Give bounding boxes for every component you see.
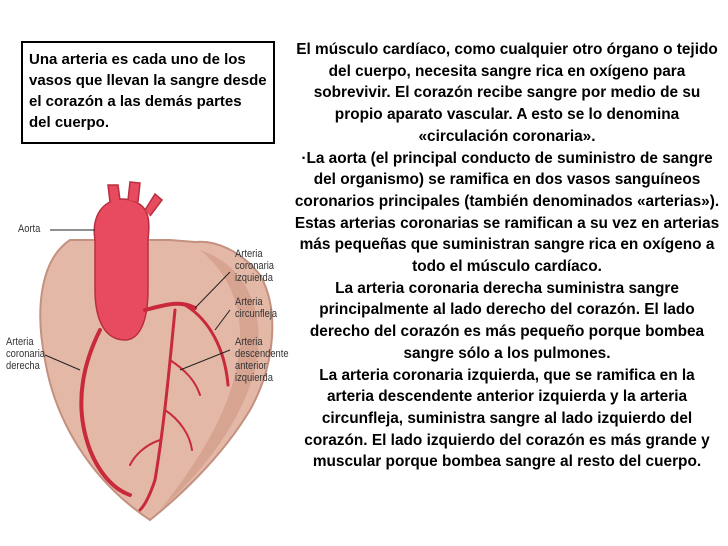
label-left-coronary: Arteria coronaria izquierda — [235, 248, 274, 284]
aorta-vessel — [94, 199, 149, 340]
label-aorta: Aorta — [18, 223, 41, 235]
paragraph-2: ·La aorta (el principal conducto de suministro de sangre del organismo) se ramifica en dos vasos sanguíneos coronarios principales (también denominados «arterias»). Estas arterias coronarias se ramifican a su vez en arterias más pequeñas que suministran sangre rica en oxígeno a todo el músculo cardíaco. — [294, 149, 720, 276]
paragraph-1: El músculo cardíaco, como cualquier otro órgano o tejido del cuerpo, necesita sangre rica en oxígeno para sobrevivir. El corazón recibe sangre por medio de su propio aparato vascular. A esto se lo denomina «circulación coronaria». — [296, 41, 718, 145]
paragraph-4: La arteria coronaria izquierda, que se ramifica en la arteria descendente anterior izquierda y la arteria circunfleja, suministra sangre al lado izquierdo del corazón. El lado izquierdo del corazón es más grande y muscular porque bombea sangre al resto del cuerpo. — [304, 366, 710, 471]
paragraph-3: La arteria coronaria derecha suministra sangre principalmente al lado derecho del corazón. El lado derecho del corazón es más pequeño porque bombea sangre sólo a los pulmones. — [309, 279, 705, 362]
label-circumflex: Arteria circunfleja — [235, 296, 278, 320]
main-text — [294, 39, 720, 473]
label-right-coronary: Arteria coronaria derecha — [6, 336, 45, 372]
definition-box: Una arteria es cada uno de los vasos que llevan la sangre desde el corazón a las demás partes del cuerpo. — [21, 41, 275, 144]
label-lad: Arteria descendente anterior izquierda — [235, 336, 289, 384]
